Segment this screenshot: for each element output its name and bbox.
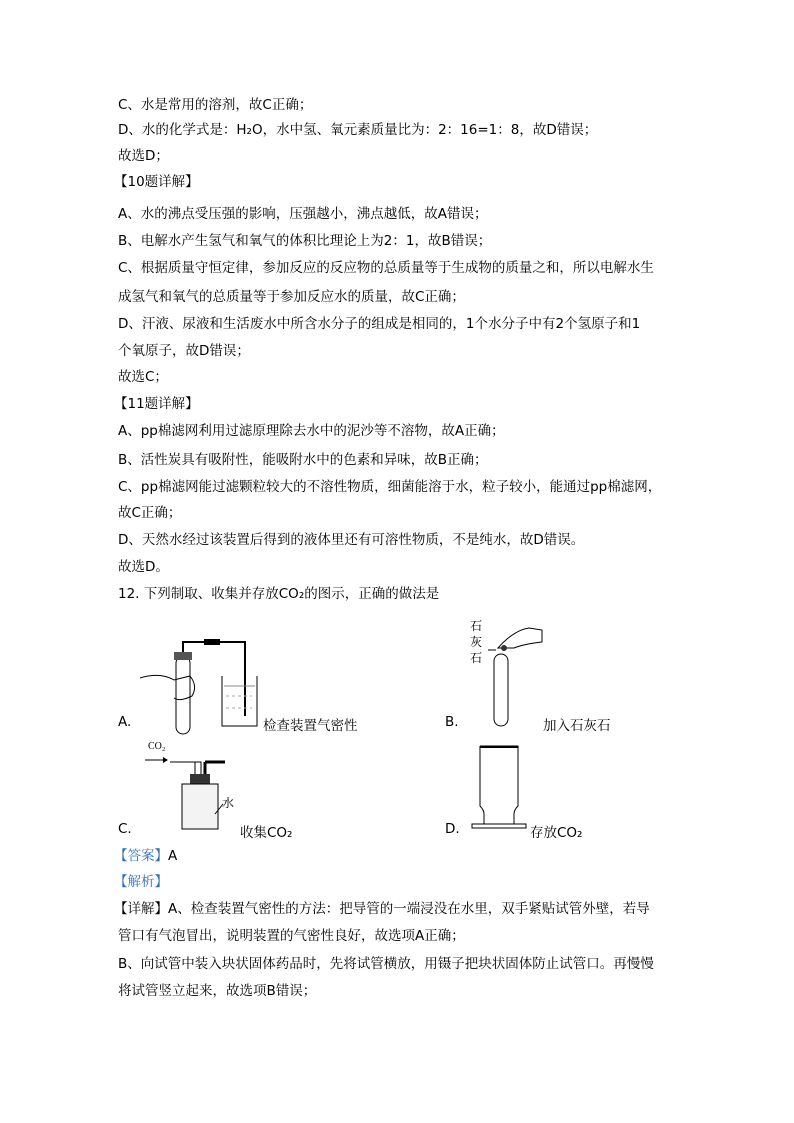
text-line: B、电解水产生氢气和氧气的体积比理论上为2：1，故B错误；: [118, 233, 492, 249]
text-line: 故选C；: [118, 369, 168, 385]
limestone-label: 石灰石: [470, 619, 483, 665]
detail-line: 将试管竖立起来，故选项B错误；: [118, 983, 317, 999]
answer-value: A: [168, 848, 178, 864]
co2-inlet-label: CO₂: [148, 741, 166, 752]
option-c-letter: C.: [118, 821, 132, 837]
text-line: D、天然水经过该装置后得到的液体里还有可溶性物质，不是纯水，故D错误。: [118, 532, 585, 548]
analysis-tag: 【解析】: [114, 874, 168, 890]
detail-tag: 【详解】: [114, 901, 168, 917]
text-line: C、水是常用的溶剂，故C正确；: [118, 97, 313, 113]
airtightness-check-figure: [140, 636, 260, 736]
text-line: 成氢气和氧气的总质量等于参加反应水的质量，故C正确；: [118, 289, 465, 305]
detail-line: [114, 900, 650, 918]
text-line: 故C正确；: [118, 505, 182, 521]
detail-line: 管口有气泡冒出，说明装置的气密性良好，故选项A正确；: [118, 928, 465, 944]
option-d-caption: 存放CO₂: [530, 825, 583, 841]
text-line: D、水的化学式是：H₂O，水中氢、氧元素质量比为：2：16=1：8，故D错误；: [118, 122, 598, 138]
section-heading: 【11题详解】: [114, 396, 199, 412]
option-a-caption: 检查装置气密性: [263, 718, 358, 734]
option-b-caption: 加入石灰石: [543, 718, 611, 734]
detail-text: A、检查装置气密性的方法：把导管的一端浸没在水里，双手紧贴试管外壁，若导: [168, 901, 650, 917]
text-line: C、pp棉滤网能过滤颗粒较大的不溶性物质，细菌能溶于水，粒子较小，能通过pp棉滤网，: [118, 479, 662, 495]
option-a-letter: A.: [118, 714, 132, 730]
answer-tag: 【答案】: [114, 848, 168, 864]
detail-line: B、向试管中装入块状固体药品时，先将试管横放，用镊子把块状固体防止试管口。再慢慢: [118, 956, 654, 972]
text-line: 故选D；: [118, 148, 169, 164]
section-heading: 【10题详解】: [114, 174, 199, 190]
store-co2-figure: [470, 744, 530, 834]
option-b-letter: B.: [445, 714, 459, 730]
text-line: 故选D。: [118, 559, 169, 575]
option-d-letter: D.: [445, 821, 460, 837]
text-line: C、根据质量守恒定律，参加反应的反应物的总质量等于生成物的质量之和，所以电解水生: [118, 260, 654, 276]
collect-co2-figure: [145, 752, 235, 832]
text-line: B、活性炭具有吸附性，能吸附水中的色素和异味，故B正确；: [118, 452, 488, 468]
water-label: 水: [222, 796, 235, 810]
answer-line: [114, 847, 177, 865]
text-line: 个氧原子，故D错误；: [118, 343, 250, 359]
question-12: 12. 下列制取、收集并存放CO₂的图示，正确的做法是: [118, 586, 440, 602]
text-line: A、水的沸点受压强的影响，压强越小，沸点越低，故A错误；: [118, 206, 488, 222]
text-line: D、汗液、尿液和生活废水中所含水分子的组成是相同的，1个水分子中有2个氢原子和1: [118, 316, 641, 332]
text-line: A、pp棉滤网利用过滤原理除去水中的泥沙等不溶物，故A正确；: [118, 423, 505, 439]
option-c-caption: 收集CO₂: [240, 825, 293, 841]
